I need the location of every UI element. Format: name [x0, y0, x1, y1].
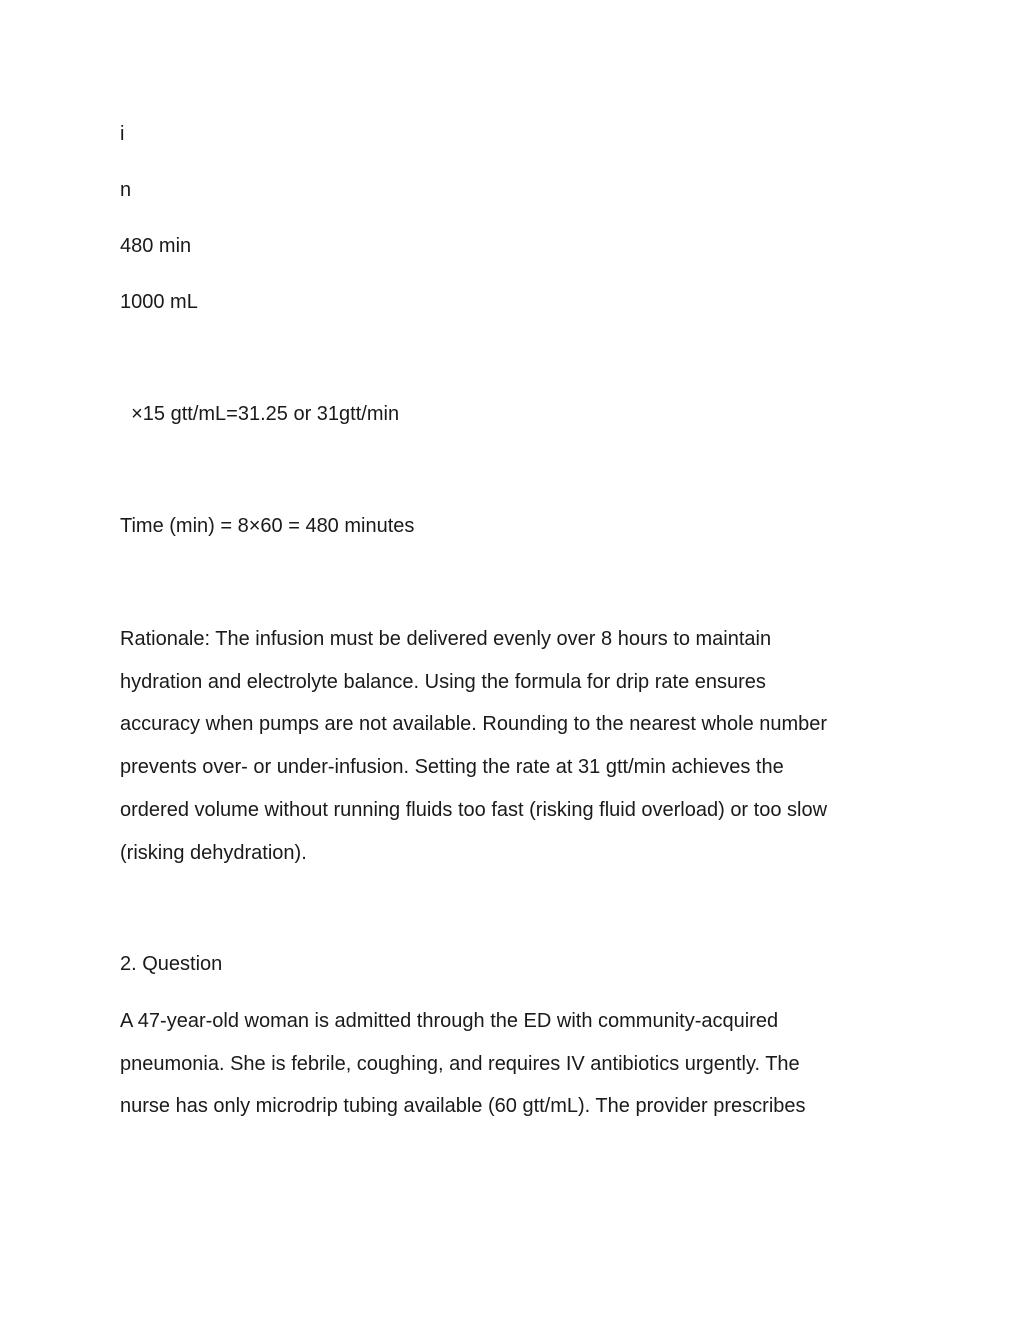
question-line: pneumonia. She is febrile, coughing, and requires IV antibiotics urgently. The [120, 1052, 800, 1075]
question-line: A 47-year-old woman is admitted through the ED with community-acquired [120, 1010, 779, 1032]
rationale-line: (risking dehydration). [120, 841, 307, 864]
fragment-line-volume: 1000 mL [120, 291, 198, 313]
drip-rate-formula: ×15 gtt/mL=31.25 or 31gtt/min [120, 403, 400, 425]
fragment-line-time: 480 min [120, 235, 192, 257]
question-line: nurse has only microdrip tubing available (60 gtt/mL). The provider prescribes [120, 1095, 806, 1118]
fragment-line-i: i [120, 123, 125, 145]
rationale-line: ordered volume without running fluids too fast (risking fluid overload) or too slow [120, 798, 828, 821]
rationale-line: Rationale: The infusion must be delivered evenly over 8 hours to maintain [120, 628, 772, 650]
time-calculation: Time (min) = 8×60 = 480 minutes [120, 515, 415, 537]
rationale-line: accuracy when pumps are not available. Rounding to the nearest whole number [120, 713, 828, 736]
question-paragraph [120, 1000, 910, 1128]
fragment-line-n: n [120, 179, 132, 201]
rationale-line: prevents over- or under-infusion. Setting the rate at 31 gtt/min achieves the [120, 756, 784, 779]
rationale-line: hydration and electrolyte balance. Using the formula for drip rate ensures [120, 670, 766, 693]
question-heading: 2. Question [120, 953, 223, 975]
rationale-paragraph [120, 618, 910, 874]
